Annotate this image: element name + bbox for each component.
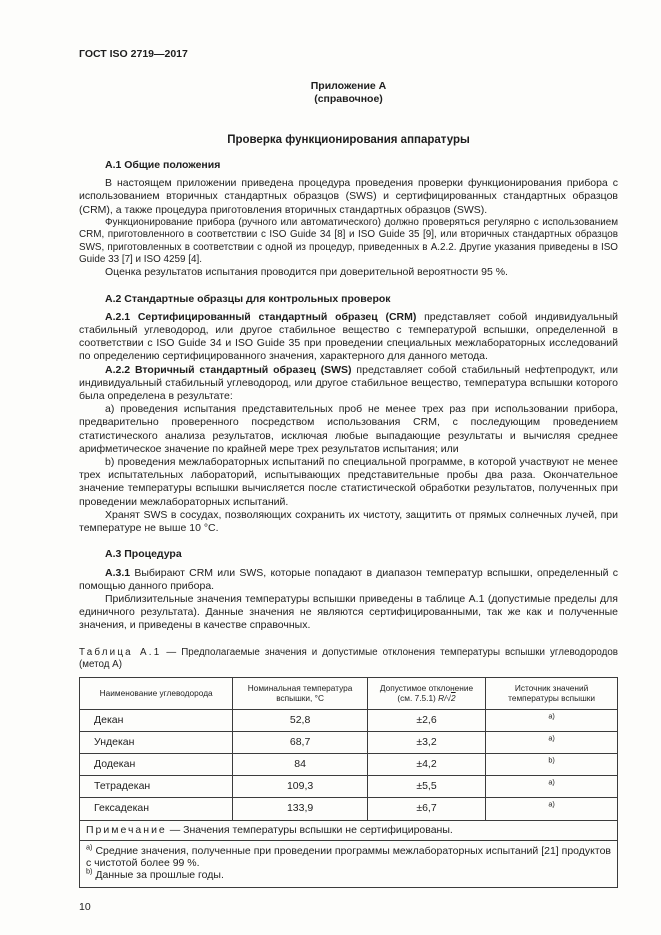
table-note — [80, 820, 618, 841]
clause-a21-text: представляет собой индивидуальный стабильный углеводород, или другое стабильное вещество с температурой вспышки, определенной в соответствии с ISO Guide 34 и ISO Guide 35 при проведении специальных межлабораторных исследований по определению сертифицированного значения, характерного для данного метода. — [79, 310, 618, 363]
cell-source — [486, 776, 618, 798]
table-footnotes-row — [80, 841, 618, 888]
footnote-ref: а) — [548, 777, 555, 787]
cell-temp: 84 — [233, 753, 368, 775]
table-caption-text: — Предполагаемые значения и допустимые отклонения температуры вспышки углеводородов (метод А) — [79, 646, 618, 671]
deviation-header-text: Допустимое отклонение (см. 7.5.1) — [379, 682, 474, 704]
clause-a22-label: А.2.2 Вторичный стандартный образец (SWS) — [105, 363, 352, 376]
cell-temp: 68,7 — [233, 731, 368, 753]
section-a3-heading: А.3 Процедура — [105, 548, 182, 561]
flash-point-table — [79, 677, 618, 888]
footnote-ref: b) — [548, 755, 555, 765]
table-row — [80, 731, 618, 753]
appendix-name: Приложение А — [310, 80, 387, 92]
table-footnotes — [80, 841, 618, 888]
table-note-row — [80, 820, 618, 841]
page-title: Проверка функционирования аппаратуры — [227, 134, 470, 146]
table-row — [80, 753, 618, 775]
table-caption — [79, 647, 618, 672]
footnote-b-marker: b) — [86, 866, 93, 876]
appendix-heading — [79, 80, 618, 106]
cell-hydrocarbon: Додекан — [80, 753, 233, 775]
appendix-kind: (справочное) — [314, 93, 383, 105]
note-label: Примечание — [86, 823, 167, 836]
page-number: 10 — [79, 900, 91, 913]
cell-hydrocarbon: Тетрадекан — [80, 776, 233, 798]
cell-hydrocarbon: Гексадекан — [80, 798, 233, 820]
paragraph-a3-1 — [79, 567, 618, 593]
cell-source — [486, 753, 618, 775]
paragraph-a1-3: Оценка результатов испытания проводится при доверительной вероятности 95 %. — [105, 266, 508, 279]
clause-a21-label: А.2.1 Сертифицированный стандартный образец (CRM) — [105, 310, 417, 323]
cell-deviation: ±3,2 — [367, 731, 485, 753]
footnote-ref: а) — [548, 733, 555, 743]
cell-source — [486, 731, 618, 753]
footnote-ref: а) — [548, 711, 555, 721]
list-item-b: b) проведения межлабораторных испытаний по специальной программе, в которой участвуют не менее трех испытательных лабораторий, испытывающих представительные пробы два раза. Окончательное значение температуры вспышки вычисляется после статистической обработки результатов, полученных при проведении межлабораторных испытаний. — [79, 456, 618, 508]
paragraph-a1-2: Функционирование прибора (ручного или автоматического) должно проверяться регулярно с использованием CRM, приготовленного в соответствии с ISO Guide 34 [8] и ISO Guide 35 [9], или вторичных стандартных образцов SWS, приготовленных в соответствии с одной из процедур, приведенных в А.2.2. Другие указания приведены в ISO Guide 33 [7] и ISO 4259 [4]. — [79, 216, 618, 266]
cell-temp: 109,3 — [233, 776, 368, 798]
section-a1-heading: А.1 Общие положения — [105, 159, 221, 171]
table-caption-label: Таблица А.1 — [79, 646, 162, 658]
deviation-header-r: R/ — [438, 693, 447, 704]
column-header-hydrocarbon: Наименование углеводорода — [80, 677, 233, 709]
paragraph-a2-1 — [79, 311, 618, 364]
footnote-ref: а) — [548, 799, 555, 809]
footnote-a — [86, 842, 611, 869]
paragraph-a3-2: Приблизительные значения температуры вспышки приведены в таблице А.1 (допустимые пределы для единичного результата). Данные значения не являются сертифицированными, так же как и полученные значения, и приведены в качестве справочных. — [79, 592, 618, 632]
paragraph-a2-storage: Хранят SWS в сосудах, позволяющих сохранить их чистоту, защитить от прямых солнечных лучей, при температуре не выше 10 °С. — [79, 508, 618, 535]
cell-deviation: ±2,6 — [367, 709, 485, 731]
paragraph-a2-2 — [79, 364, 618, 404]
column-header-source: Источник значений температуры вспышки — [486, 677, 618, 709]
clause-a31-label: А.3.1 — [105, 566, 131, 579]
section-a2-heading: А.2 Стандартные образцы для контрольных проверок — [105, 292, 391, 305]
cell-deviation: ±6,7 — [367, 798, 485, 820]
paragraph-a1-1: В настоящем приложении приведена процедура проведения проверки функционирования прибора с использованием вторичных стандартных образцов (SWS) и сертифицированных стандартных образцов (CRM), а также процедура приготовления вторичных стандартных образцов (SWS). — [79, 177, 618, 216]
footnote-a-text: Средние значения, полученные при проведении программы межлабораторных испытаний [21] продуктов с чистотой более 99 %. — [86, 845, 611, 869]
footnote-b-text: Данные за прошлые годы. — [92, 869, 224, 882]
footnote-a-marker: а) — [86, 842, 93, 852]
table-row — [80, 709, 618, 731]
column-header-deviation — [367, 677, 485, 709]
footnote-b — [86, 866, 611, 882]
document-body — [79, 159, 618, 914]
note-text: — Значения температуры вспышки не сертифицированы. — [166, 823, 453, 836]
clause-a31-text: Выбирают CRM или SWS, которые попадают в диапазон температур вспышки, определенный с помощью данного прибора. — [79, 566, 618, 592]
radical-sign: √ — [446, 693, 451, 704]
cell-hydrocarbon: Ундекан — [80, 731, 233, 753]
table-row — [80, 776, 618, 798]
cell-temp: 52,8 — [233, 709, 368, 731]
cell-deviation: ±5,5 — [367, 776, 485, 798]
clause-a22-text: представляет собой стабильный нефтепродукт, или индивидуальный стабильный углеводород, или другое стабильное вещество, температура вспышки которого была определена в результате: — [79, 363, 618, 403]
cell-hydrocarbon: Декан — [80, 709, 233, 731]
cell-deviation: ±4,2 — [367, 753, 485, 775]
cell-temp: 133,9 — [233, 798, 368, 820]
list-item-a: a) проведения испытания представительных проб не менее трех раз при использовании прибора, предварительно проверенного посредством использования CRM, с последующим проведением статистического анализа результатов, исключая любые выпадающие результаты и вычисляя среднее арифметическое значение по крайней мере трех результатов испытания; или — [79, 403, 618, 455]
table-row — [80, 798, 618, 820]
cell-source — [486, 798, 618, 820]
document-id-header: ГОСТ ISO 2719—2017 — [79, 48, 188, 60]
table-header-row — [80, 677, 618, 709]
cell-source — [486, 709, 618, 731]
radical-number: 2 — [451, 693, 456, 704]
column-header-nominal-temp: Номинальная температура вспышки, °С — [233, 677, 368, 709]
